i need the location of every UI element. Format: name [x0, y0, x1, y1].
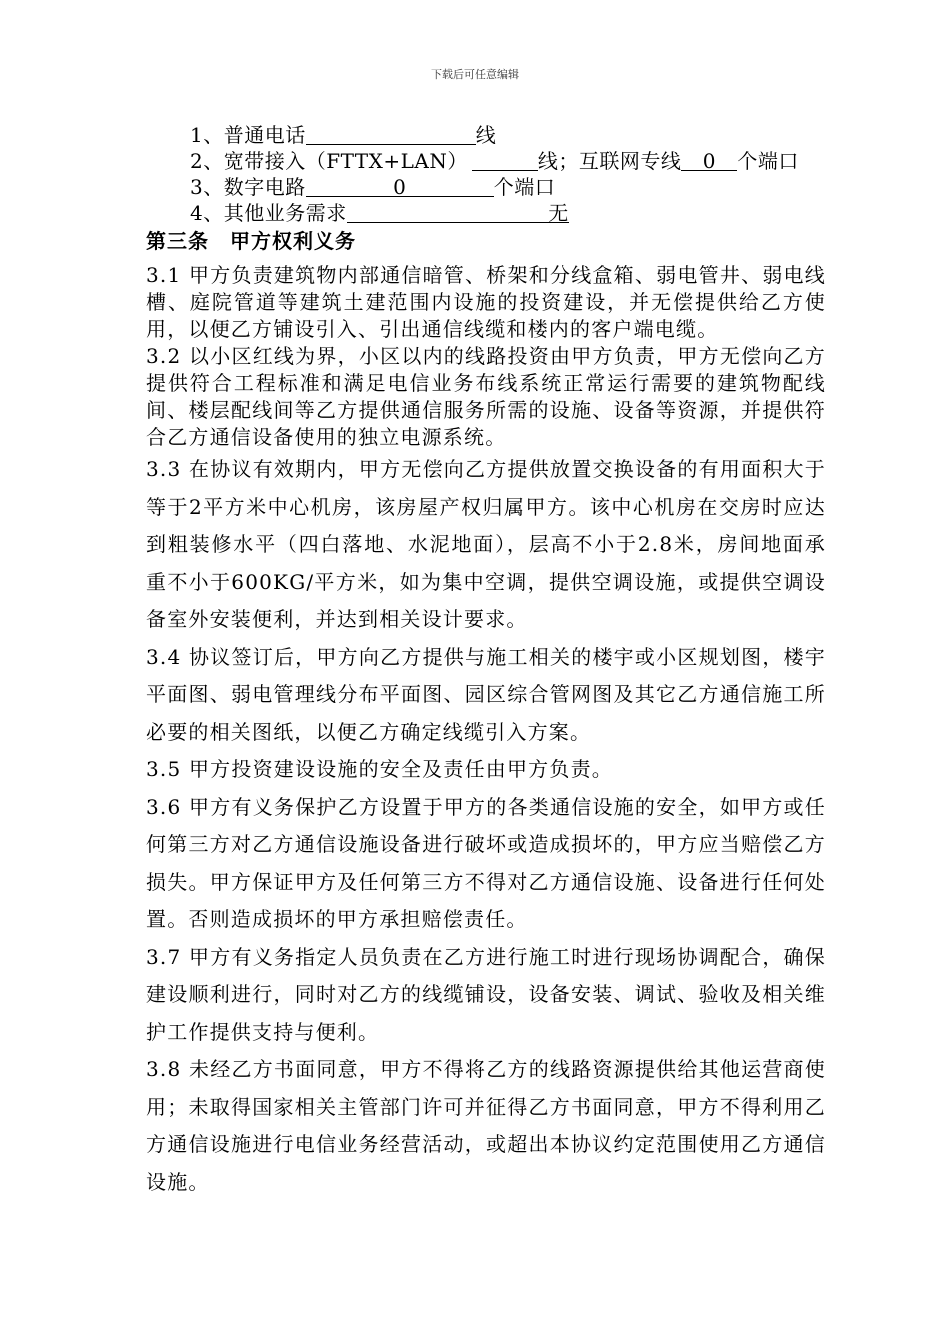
- item-other: [190, 200, 799, 226]
- clause-3-8: 3.8 未经乙方书面同意，甲方不得将乙方的线路资源提供给其他运营商使用；未取得国家相关主管部门许可并征得乙方书面同意，甲方不得利用乙方通信设施进行电信业务经营活动，或超出本协议约定范围使用乙方通信设施。: [146, 1057, 826, 1194]
- item-broadband: [190, 148, 799, 174]
- item-suffix: 线；互联网专线: [537, 149, 682, 173]
- clause-3-4: 3.4 协议签订后，甲方向乙方提供与施工相关的楼宇或小区规划图，楼宇平面图、弱电管理线分布平面图、园区综合管网图及其它乙方通信施工所必要的相关图纸，以便乙方确定线缆引入方案。: [146, 644, 826, 744]
- article-title: 第三条 甲方权利义务: [146, 229, 356, 253]
- fill-blank: 0: [681, 148, 737, 171]
- fill-blank: [306, 122, 476, 145]
- item-label: 2、宽带接入（FTTX+LAN）: [190, 149, 468, 173]
- item-label: 4、其他业务需求: [190, 201, 347, 225]
- item-label: 3、数字电路: [190, 175, 306, 199]
- header-note: 下载后可任意编辑: [431, 68, 519, 81]
- clause-3-2: 3.2 以小区红线为界，小区以内的线路投资由甲方负责，甲方无偿向乙方提供符合工程标准和满足电信业务布线系统正常运行需要的建筑物配线间、楼层配线间等乙方提供通信服务所需的设施、设备等资源，并提供符合乙方通信设备使用的独立电源系统。: [146, 344, 826, 449]
- item-digital-circuit: [190, 174, 799, 200]
- fill-blank: 0: [306, 174, 494, 197]
- service-items: [190, 122, 799, 226]
- clause-3-1: 3.1 甲方负责建筑物内部通信暗管、桥架和分线盒箱、弱电管井、弱电线槽、庭院管道等建筑土建范围内设施的投资建设，并无偿提供给乙方使用，以便乙方铺设引入、引出通信线缆和楼内的客户端电缆。: [146, 263, 826, 341]
- item-label: 1、普通电话: [190, 123, 306, 147]
- clauses: [146, 262, 826, 1201]
- item-suffix: 线: [475, 123, 497, 147]
- fill-blank: 无: [347, 200, 569, 223]
- clause-3-7: 3.7 甲方有义务指定人员负责在乙方进行施工时进行现场协调配合，确保建设顺利进行，同时对乙方的线缆铺设，设备安装、调试、验收及相关维护工作提供支持与便利。: [146, 944, 826, 1044]
- item-suffix: 个端口: [737, 149, 799, 173]
- clause-3-3: 3.3 在协议有效期内，甲方无偿向乙方提供放置交换设备的有用面积大于等于2平方米中心机房，该房屋产权归属甲方。该中心机房在交房时应达到粗装修水平（四白落地、水泥地面），层高不小于2.8米，房间地面承重不小于600KG/平方米，如为集中空调，提供空调设施，或提供空调设备室外安装便利，并达到相关设计要求。: [146, 457, 826, 631]
- item-phone: [190, 122, 799, 148]
- item-suffix: 个端口: [493, 175, 556, 199]
- clause-3-6: 3.6 甲方有义务保护乙方设置于甲方的各类通信设施的安全，如甲方或任何第三方对乙方通信设施设备进行破坏或造成损坏的，甲方应当赔偿乙方损失。甲方保证甲方及任何第三方不得对乙方通信设施、设备进行任何处置。否则造成损坏的甲方承担赔偿责任。: [146, 794, 826, 931]
- fill-blank: [472, 148, 538, 171]
- clause-3-5: 3.5 甲方投资建设设施的安全及责任由甲方负责。: [146, 757, 613, 781]
